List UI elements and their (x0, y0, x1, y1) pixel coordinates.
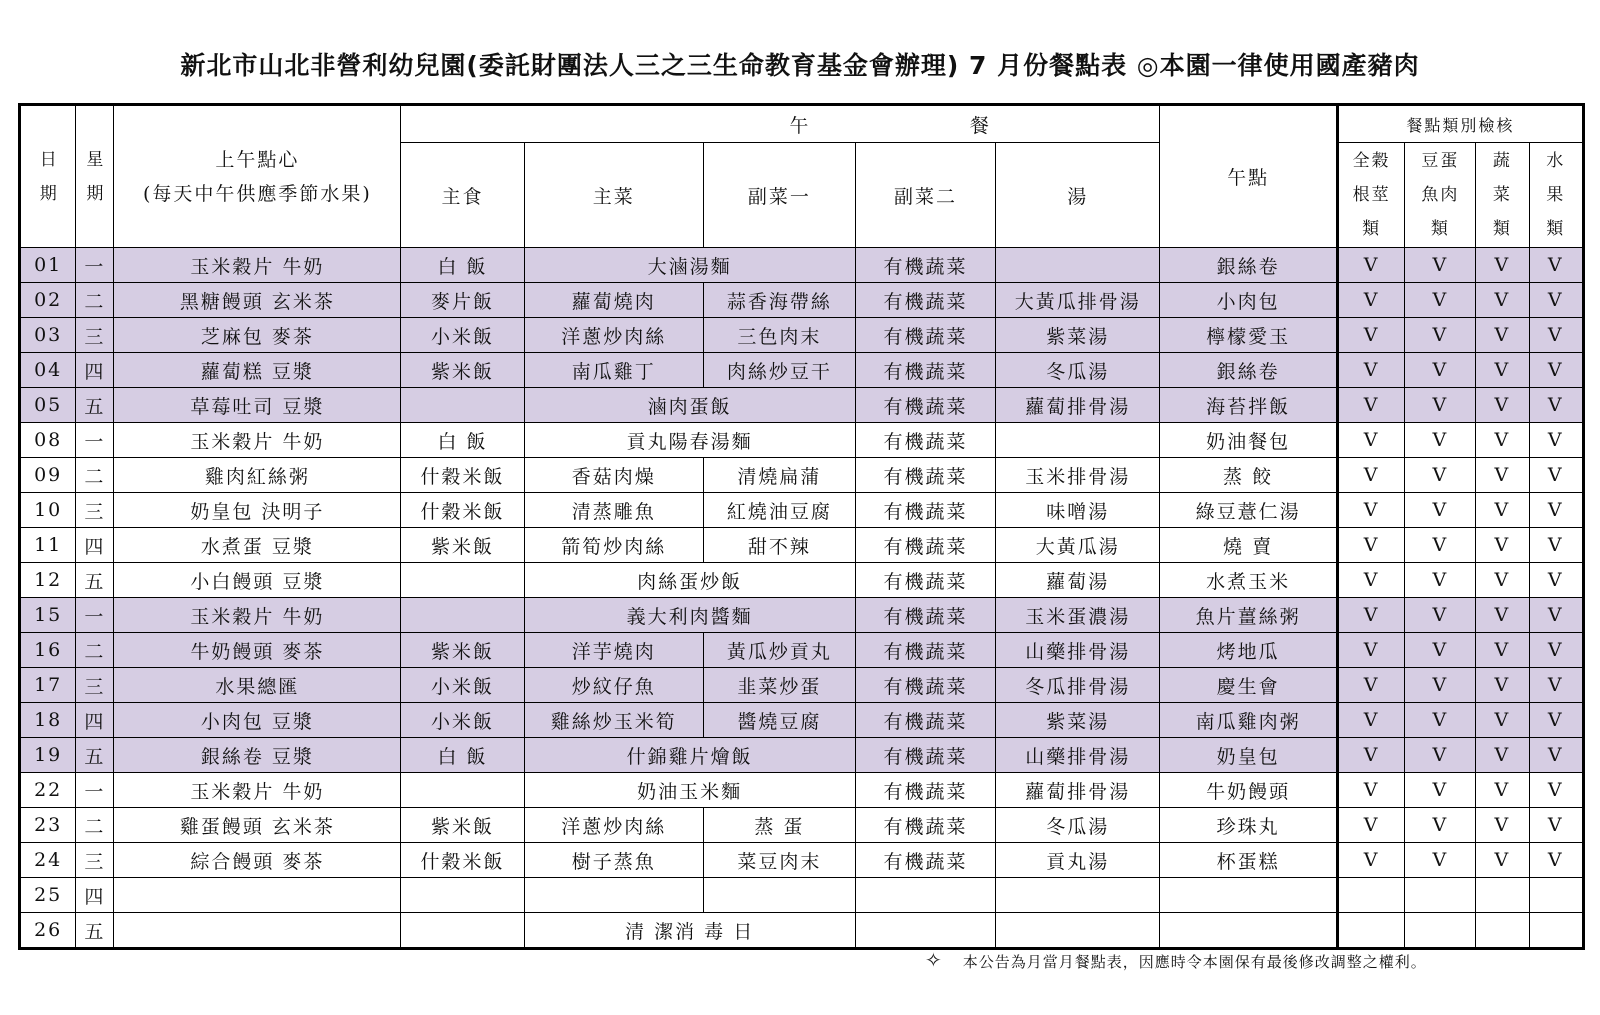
header-row-1 (20, 105, 1584, 143)
afternoon-snack-cell: 奶油餐包 (1160, 423, 1337, 458)
side2-cell: 有機蔬菜 (855, 738, 995, 773)
check-fruit-cell: V (1529, 318, 1583, 353)
side2-cell: 有機蔬菜 (855, 458, 995, 493)
check-fruit-cell: V (1529, 598, 1583, 633)
check-fruit-cell: V (1529, 493, 1583, 528)
check-grain-cell: V (1337, 843, 1405, 878)
soup-cell: 紫菜湯 (996, 703, 1160, 738)
afternoon-snack-cell: 水煮玉米 (1160, 563, 1337, 598)
table-row (20, 563, 1584, 598)
footer-note-text: 本公告為月當月餐點表，因應時令本園保有最後修改調整之權利。 (962, 953, 1427, 971)
soup-cell: 大黃瓜排骨湯 (996, 283, 1160, 318)
check-grain-cell: V (1337, 283, 1405, 318)
weekday-cell: 一 (76, 773, 114, 808)
soup-cell: 冬瓜湯 (996, 353, 1160, 388)
morning-snack-cell: 草莓吐司 豆漿 (114, 388, 401, 423)
side2-cell: 有機蔬菜 (855, 808, 995, 843)
staple-cell: 什穀米飯 (401, 493, 524, 528)
morning-snack-cell: 玉米穀片 牛奶 (114, 598, 401, 633)
afternoon-snack-cell: 奶皇包 (1160, 738, 1337, 773)
header-check-protein: 豆蛋 魚肉 類 (1405, 143, 1476, 248)
soup-cell: 紫菜湯 (996, 318, 1160, 353)
table-row (20, 913, 1584, 949)
afternoon-snack-cell: 牛奶饅頭 (1160, 773, 1337, 808)
afternoon-snack-cell (1160, 878, 1337, 913)
weekday-cell: 一 (76, 598, 114, 633)
main-dish-cell: 蘿蔔燒肉 (524, 283, 703, 318)
header-side2: 副菜二 (855, 143, 995, 248)
weekday-cell: 二 (76, 808, 114, 843)
main-dish-cell: 清 潔消 毒 日 (524, 913, 855, 949)
date-cell: 17 (20, 668, 76, 703)
side2-cell: 有機蔬菜 (855, 668, 995, 703)
side1-cell: 紅燒油豆腐 (703, 493, 855, 528)
side1-cell: 黃瓜炒貢丸 (703, 633, 855, 668)
table-row (20, 248, 1584, 283)
weekday-cell: 四 (76, 353, 114, 388)
afternoon-snack-cell: 小肉包 (1160, 283, 1337, 318)
table-row (20, 458, 1584, 493)
afternoon-snack-cell: 銀絲卷 (1160, 353, 1337, 388)
weekday-cell: 三 (76, 493, 114, 528)
header-morning-snack-title: 上午點心 (215, 148, 300, 171)
date-cell: 16 (20, 633, 76, 668)
morning-snack-cell: 銀絲卷 豆漿 (114, 738, 401, 773)
weekday-cell: 二 (76, 283, 114, 318)
check-fruit-cell (1529, 913, 1583, 949)
afternoon-snack-cell: 蒸 餃 (1160, 458, 1337, 493)
afternoon-snack-cell: 燒 賣 (1160, 528, 1337, 563)
check-fruit-cell: V (1529, 738, 1583, 773)
header-morning-snack-note: (每天中午供應季節水果) (142, 182, 372, 205)
check-protein-cell (1405, 913, 1476, 949)
date-cell: 24 (20, 843, 76, 878)
side2-cell: 有機蔬菜 (855, 248, 995, 283)
staple-cell: 紫米飯 (401, 808, 524, 843)
morning-snack-cell: 玉米穀片 牛奶 (114, 423, 401, 458)
soup-cell (996, 423, 1160, 458)
check-grain-cell: V (1337, 248, 1405, 283)
main-dish-cell: 洋蔥炒肉絲 (524, 318, 703, 353)
check-vegetable-cell: V (1476, 283, 1529, 318)
check-fruit-cell: V (1529, 703, 1583, 738)
weekday-cell: 五 (76, 563, 114, 598)
check-grain-cell: V (1337, 633, 1405, 668)
staple-cell: 什穀米飯 (401, 458, 524, 493)
footer-note (925, 948, 1427, 972)
weekday-cell: 二 (76, 633, 114, 668)
check-grain-cell (1337, 913, 1405, 949)
morning-snack-cell: 玉米穀片 牛奶 (114, 248, 401, 283)
check-protein-cell: V (1405, 423, 1476, 458)
table-row (20, 318, 1584, 353)
soup-cell: 味噌湯 (996, 493, 1160, 528)
afternoon-snack-cell: 魚片薑絲粥 (1160, 598, 1337, 633)
check-vegetable-cell: V (1476, 843, 1529, 878)
check-grain-cell (1337, 878, 1405, 913)
check-protein-cell: V (1405, 843, 1476, 878)
weekday-cell: 四 (76, 703, 114, 738)
table-row (20, 703, 1584, 738)
morning-snack-cell: 玉米穀片 牛奶 (114, 773, 401, 808)
main-dish-cell: 清蒸雕魚 (524, 493, 703, 528)
morning-snack-cell: 黑糖饅頭 玄米茶 (114, 283, 401, 318)
check-grain-cell: V (1337, 423, 1405, 458)
check-protein-cell: V (1405, 388, 1476, 423)
date-cell: 15 (20, 598, 76, 633)
side2-cell: 有機蔬菜 (855, 703, 995, 738)
header-check-fruit: 水 果 類 (1529, 143, 1583, 248)
table-row (20, 388, 1584, 423)
soup-cell: 冬瓜湯 (996, 808, 1160, 843)
check-fruit-cell: V (1529, 773, 1583, 808)
afternoon-snack-cell: 銀絲卷 (1160, 248, 1337, 283)
header-afternoon-snack: 午點 (1160, 105, 1337, 248)
check-grain-cell: V (1337, 738, 1405, 773)
check-fruit-cell: V (1529, 808, 1583, 843)
soup-cell: 蘿蔔排骨湯 (996, 773, 1160, 808)
page-title: 新北市山北非營利幼兒園(委託財團法人三之三生命教育基金會辦理) 7 月份餐點表 ◎本園一律使用國產豬肉 (180, 51, 1420, 80)
check-grain-cell: V (1337, 773, 1405, 808)
side1-cell (703, 878, 855, 913)
main-dish-cell (524, 878, 703, 913)
check-protein-cell: V (1405, 633, 1476, 668)
table-row (20, 773, 1584, 808)
check-fruit-cell: V (1529, 563, 1583, 598)
date-cell: 22 (20, 773, 76, 808)
header-soup: 湯 (996, 143, 1160, 248)
check-protein-cell: V (1405, 283, 1476, 318)
check-grain-cell: V (1337, 668, 1405, 703)
morning-snack-cell (114, 878, 401, 913)
table-row (20, 668, 1584, 703)
afternoon-snack-cell: 杯蛋糕 (1160, 843, 1337, 878)
check-vegetable-cell: V (1476, 738, 1529, 773)
weekday-cell: 三 (76, 668, 114, 703)
header-check-grain: 全穀 根莖 類 (1337, 143, 1405, 248)
check-fruit-cell: V (1529, 528, 1583, 563)
check-fruit-cell: V (1529, 633, 1583, 668)
check-protein-cell: V (1405, 528, 1476, 563)
check-vegetable-cell: V (1476, 633, 1529, 668)
side2-cell: 有機蔬菜 (855, 353, 995, 388)
check-vegetable-cell: V (1476, 458, 1529, 493)
table-row (20, 528, 1584, 563)
side1-cell: 蒸 蛋 (703, 808, 855, 843)
soup-cell: 大黃瓜湯 (996, 528, 1160, 563)
morning-snack-cell: 芝麻包 麥茶 (114, 318, 401, 353)
side2-cell: 有機蔬菜 (855, 843, 995, 878)
check-fruit-cell: V (1529, 843, 1583, 878)
afternoon-snack-cell: 珍珠丸 (1160, 808, 1337, 843)
staple-cell: 小米飯 (401, 318, 524, 353)
date-cell: 11 (20, 528, 76, 563)
soup-cell: 玉米蛋濃湯 (996, 598, 1160, 633)
weekday-cell: 四 (76, 878, 114, 913)
check-grain-cell: V (1337, 528, 1405, 563)
morning-snack-cell: 水果總匯 (114, 668, 401, 703)
main-dish-cell: 滷肉蛋飯 (524, 388, 855, 423)
table-row (20, 283, 1584, 318)
morning-snack-cell (114, 913, 401, 949)
table-row (20, 808, 1584, 843)
side1-cell: 清燒扁蒲 (703, 458, 855, 493)
staple-cell (401, 913, 524, 949)
header-check-group: 餐點類別檢核 (1337, 105, 1583, 143)
main-dish-cell: 箭筍炒肉絲 (524, 528, 703, 563)
check-vegetable-cell: V (1476, 248, 1529, 283)
check-fruit-cell: V (1529, 458, 1583, 493)
side2-cell (855, 913, 995, 949)
main-dish-cell: 奶油玉米麵 (524, 773, 855, 808)
check-protein-cell: V (1405, 668, 1476, 703)
header-date: 日期 (20, 105, 76, 248)
date-cell: 09 (20, 458, 76, 493)
side2-cell: 有機蔬菜 (855, 563, 995, 598)
table-row (20, 353, 1584, 388)
date-cell: 26 (20, 913, 76, 949)
check-vegetable-cell: V (1476, 423, 1529, 458)
afternoon-snack-cell: 海苔拌飯 (1160, 388, 1337, 423)
check-fruit-cell: V (1529, 388, 1583, 423)
check-fruit-cell: V (1529, 668, 1583, 703)
check-protein-cell: V (1405, 353, 1476, 388)
soup-cell (996, 913, 1160, 949)
staple-cell: 白 飯 (401, 423, 524, 458)
check-protein-cell (1405, 878, 1476, 913)
date-cell: 10 (20, 493, 76, 528)
weekday-cell: 三 (76, 843, 114, 878)
check-vegetable-cell: V (1476, 703, 1529, 738)
main-dish-cell: 炒紋仔魚 (524, 668, 703, 703)
soup-cell: 山藥排骨湯 (996, 633, 1160, 668)
main-dish-cell: 雞絲炒玉米筍 (524, 703, 703, 738)
date-cell: 18 (20, 703, 76, 738)
table-row (20, 493, 1584, 528)
table-row (20, 878, 1584, 913)
afternoon-snack-cell: 綠豆薏仁湯 (1160, 493, 1337, 528)
main-dish-cell: 義大利肉醬麵 (524, 598, 855, 633)
staple-cell: 麥片飯 (401, 283, 524, 318)
check-fruit-cell: V (1529, 353, 1583, 388)
side1-cell: 醬燒豆腐 (703, 703, 855, 738)
soup-cell (996, 878, 1160, 913)
check-grain-cell: V (1337, 493, 1405, 528)
morning-snack-cell: 牛奶饅頭 麥茶 (114, 633, 401, 668)
main-dish-cell: 香菇肉燥 (524, 458, 703, 493)
check-protein-cell: V (1405, 248, 1476, 283)
header-main-dish: 主菜 (524, 143, 703, 248)
staple-cell (401, 773, 524, 808)
side2-cell (855, 878, 995, 913)
soup-cell: 蘿蔔湯 (996, 563, 1160, 598)
check-grain-cell: V (1337, 318, 1405, 353)
soup-cell: 山藥排骨湯 (996, 738, 1160, 773)
check-protein-cell: V (1405, 458, 1476, 493)
side2-cell: 有機蔬菜 (855, 493, 995, 528)
main-dish-cell: 大滷湯麵 (524, 248, 855, 283)
check-protein-cell: V (1405, 598, 1476, 633)
check-vegetable-cell: V (1476, 563, 1529, 598)
header-lunch-group (401, 105, 1160, 143)
side1-cell: 韭菜炒蛋 (703, 668, 855, 703)
soup-cell: 冬瓜排骨湯 (996, 668, 1160, 703)
header-weekday: 星期 (76, 105, 114, 248)
staple-cell (401, 388, 524, 423)
afternoon-snack-cell: 檸檬愛玉 (1160, 318, 1337, 353)
header-morning-snack (114, 105, 401, 248)
staple-cell (401, 598, 524, 633)
side1-cell: 肉絲炒豆干 (703, 353, 855, 388)
table-row (20, 633, 1584, 668)
header-lunch-char2: 餐 (969, 114, 991, 137)
side1-cell: 蒜香海帶絲 (703, 283, 855, 318)
weekday-cell: 二 (76, 458, 114, 493)
table-row (20, 738, 1584, 773)
weekday-cell: 五 (76, 388, 114, 423)
weekday-cell: 三 (76, 318, 114, 353)
side2-cell: 有機蔬菜 (855, 598, 995, 633)
weekday-cell: 五 (76, 738, 114, 773)
side1-cell: 甜不辣 (703, 528, 855, 563)
morning-snack-cell: 小白饅頭 豆漿 (114, 563, 401, 598)
check-vegetable-cell: V (1476, 493, 1529, 528)
main-dish-cell: 什錦雞片燴飯 (524, 738, 855, 773)
date-cell: 03 (20, 318, 76, 353)
check-vegetable-cell: V (1476, 668, 1529, 703)
staple-cell: 紫米飯 (401, 528, 524, 563)
header-lunch-char1: 午 (789, 114, 811, 137)
check-vegetable-cell: V (1476, 598, 1529, 633)
main-dish-cell: 洋蔥炒肉絲 (524, 808, 703, 843)
menu-table (18, 103, 1585, 950)
check-grain-cell: V (1337, 563, 1405, 598)
side2-cell: 有機蔬菜 (855, 773, 995, 808)
check-protein-cell: V (1405, 318, 1476, 353)
date-cell: 12 (20, 563, 76, 598)
check-protein-cell: V (1405, 773, 1476, 808)
check-vegetable-cell: V (1476, 808, 1529, 843)
check-vegetable-cell: V (1476, 388, 1529, 423)
afternoon-snack-cell: 烤地瓜 (1160, 633, 1337, 668)
side2-cell: 有機蔬菜 (855, 633, 995, 668)
check-vegetable-cell: V (1476, 528, 1529, 563)
main-dish-cell: 貢丸陽春湯麵 (524, 423, 855, 458)
side2-cell: 有機蔬菜 (855, 423, 995, 458)
staple-cell: 紫米飯 (401, 633, 524, 668)
check-protein-cell: V (1405, 493, 1476, 528)
date-cell: 02 (20, 283, 76, 318)
header-side1: 副菜一 (703, 143, 855, 248)
check-fruit-cell: V (1529, 423, 1583, 458)
weekday-cell: 五 (76, 913, 114, 949)
check-grain-cell: V (1337, 388, 1405, 423)
staple-cell: 紫米飯 (401, 353, 524, 388)
check-fruit-cell: V (1529, 248, 1583, 283)
morning-snack-cell: 綜合饅頭 麥茶 (114, 843, 401, 878)
staple-cell (401, 878, 524, 913)
weekday-cell: 四 (76, 528, 114, 563)
side1-cell: 三色肉末 (703, 318, 855, 353)
table-row (20, 843, 1584, 878)
afternoon-snack-cell (1160, 913, 1337, 949)
date-cell: 19 (20, 738, 76, 773)
check-grain-cell: V (1337, 703, 1405, 738)
afternoon-snack-cell: 慶生會 (1160, 668, 1337, 703)
check-grain-cell: V (1337, 353, 1405, 388)
morning-snack-cell: 奶皇包 決明子 (114, 493, 401, 528)
main-dish-cell: 肉絲蛋炒飯 (524, 563, 855, 598)
staple-cell: 小米飯 (401, 703, 524, 738)
morning-snack-cell: 蘿蔔糕 豆漿 (114, 353, 401, 388)
main-dish-cell: 洋芋燒肉 (524, 633, 703, 668)
main-dish-cell: 樹子蒸魚 (524, 843, 703, 878)
check-fruit-cell: V (1529, 283, 1583, 318)
soup-cell: 貢丸湯 (996, 843, 1160, 878)
check-protein-cell: V (1405, 563, 1476, 598)
date-cell: 05 (20, 388, 76, 423)
side2-cell: 有機蔬菜 (855, 388, 995, 423)
staple-cell: 小米飯 (401, 668, 524, 703)
header-check-vegetable: 蔬 菜 類 (1476, 143, 1529, 248)
soup-cell (996, 248, 1160, 283)
check-fruit-cell (1529, 878, 1583, 913)
four-point-star-icon: ✧ (925, 948, 943, 972)
check-grain-cell: V (1337, 458, 1405, 493)
table-row (20, 423, 1584, 458)
table-row (20, 598, 1584, 633)
soup-cell: 蘿蔔排骨湯 (996, 388, 1160, 423)
check-vegetable-cell (1476, 878, 1529, 913)
morning-snack-cell: 水煮蛋 豆漿 (114, 528, 401, 563)
date-cell: 23 (20, 808, 76, 843)
morning-snack-cell: 雞蛋饅頭 玄米茶 (114, 808, 401, 843)
soup-cell: 玉米排骨湯 (996, 458, 1160, 493)
check-protein-cell: V (1405, 703, 1476, 738)
check-vegetable-cell: V (1476, 353, 1529, 388)
side2-cell: 有機蔬菜 (855, 318, 995, 353)
weekday-cell: 一 (76, 248, 114, 283)
date-cell: 08 (20, 423, 76, 458)
check-vegetable-cell: V (1476, 318, 1529, 353)
side2-cell: 有機蔬菜 (855, 528, 995, 563)
check-grain-cell: V (1337, 808, 1405, 843)
morning-snack-cell: 小肉包 豆漿 (114, 703, 401, 738)
side2-cell: 有機蔬菜 (855, 283, 995, 318)
staple-cell: 白 飯 (401, 248, 524, 283)
date-cell: 04 (20, 353, 76, 388)
check-vegetable-cell (1476, 913, 1529, 949)
main-dish-cell: 南瓜雞丁 (524, 353, 703, 388)
date-cell: 01 (20, 248, 76, 283)
check-protein-cell: V (1405, 738, 1476, 773)
weekday-cell: 一 (76, 423, 114, 458)
morning-snack-cell: 雞肉紅絲粥 (114, 458, 401, 493)
check-grain-cell: V (1337, 598, 1405, 633)
afternoon-snack-cell: 南瓜雞肉粥 (1160, 703, 1337, 738)
staple-cell: 什穀米飯 (401, 843, 524, 878)
header-staple: 主食 (401, 143, 524, 248)
date-cell: 25 (20, 878, 76, 913)
staple-cell (401, 563, 524, 598)
staple-cell: 白 飯 (401, 738, 524, 773)
check-protein-cell: V (1405, 808, 1476, 843)
check-vegetable-cell: V (1476, 773, 1529, 808)
side1-cell: 菜豆肉末 (703, 843, 855, 878)
